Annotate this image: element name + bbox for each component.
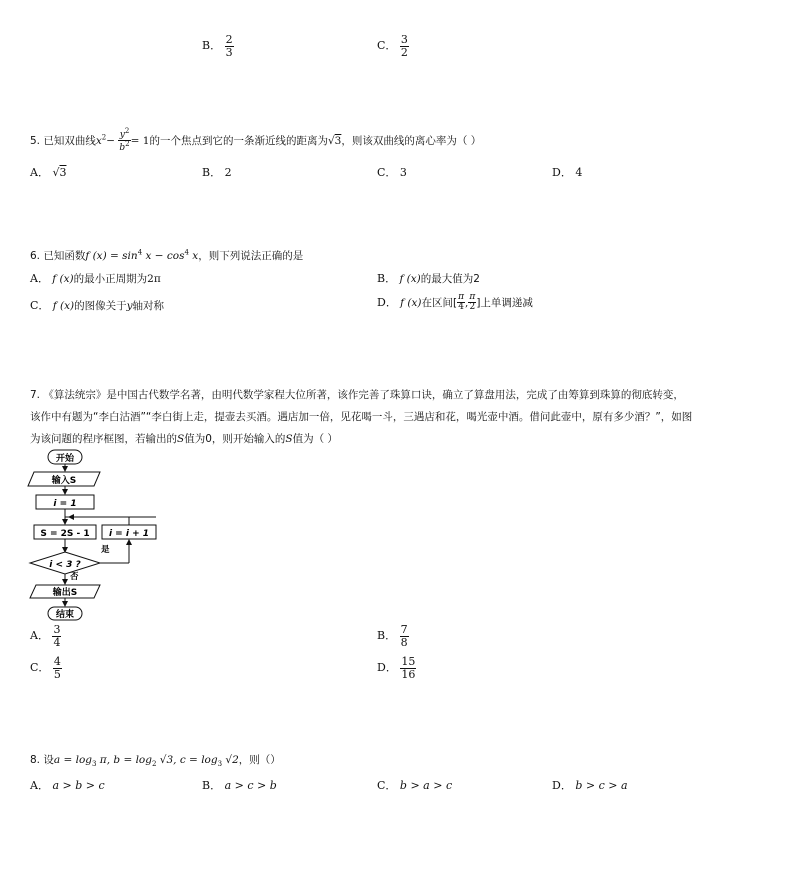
q8-option-c: C． b > a > c <box>377 779 453 792</box>
q7-option-c: C． $\frac{4}{5}$ <box>30 655 61 681</box>
q6-stem: 6. 已知函数f $(x) = \sin^4 x - \cos^4 x$，则下列说法正确的是 <box>30 248 304 262</box>
q7-stem-line1: 7. 《算法统宗》是中国古代数学名著，由明代数学家程大位所著，该作完善了珠算口诀，确立了算盘用法，完成了由筹算到珠算的彻底转变， <box>30 389 684 401</box>
flow-yes-label: 是 <box>101 545 110 555</box>
q7-option-b: B． $\frac{7}{8}$ <box>377 623 408 649</box>
flow-start-label: 开始 <box>55 454 75 464</box>
option-letter: B． <box>202 39 222 53</box>
flow-no-label: 否 <box>70 572 79 582</box>
flow-end-label: 结束 <box>55 610 75 620</box>
q4-option-c <box>377 34 409 58</box>
flow-init-label: i = 1 <box>53 499 77 509</box>
flow-input-label: 输入S <box>51 476 77 486</box>
q6-option-a: A． f (x)的最小正周期为2π <box>30 272 161 285</box>
q8-option-b: B． a > c > b <box>202 779 277 792</box>
option-letter: C． <box>377 39 397 53</box>
flow-incr-label: i = i + 1 <box>108 529 150 539</box>
q6-option-b: B． f (x)的最大值为2 <box>377 272 480 285</box>
q8-stem: 8. 设$a = \log_3 \pi$, $b = \log_2 √3$, $c = \log_3 √2$，则（） <box>30 754 281 769</box>
flow-assign-label: S = 2S - 1 <box>40 529 90 539</box>
fraction: $\frac{3}{2}$ <box>400 33 408 59</box>
flow-output-label: 输出S <box>52 588 78 598</box>
flow-condition-label: i < 3 ? <box>49 560 81 570</box>
q5-option-a: A． √3 <box>30 166 67 179</box>
fraction-y2-b2: $\frac{y^2}{b^2}$ <box>119 127 130 154</box>
fraction: $\frac{2}{3}$ <box>225 33 233 59</box>
q8-option-d: D． b > c > a <box>552 779 628 792</box>
q5-option-b: B． 2 <box>202 166 232 179</box>
q8-option-a: A． a > b > c <box>30 779 105 792</box>
q4-option-b <box>202 34 234 58</box>
q5-stem: 5. 已知双曲线$x^2-$ $\frac{y^2}{b^2}$ = 1的一个焦点到它的一条渐近线的距离为√3，则该双曲线的离心率为（ ） <box>30 127 482 154</box>
q7-option-a: A． $\frac{3}{4}$ <box>30 623 61 649</box>
flowchart <box>24 448 164 623</box>
q5-option-c: C． 3 <box>377 166 407 179</box>
q6-option-c: C． f (x)的图像关于y轴对称 <box>30 299 165 312</box>
q7-stem-line2: 该作中有题为“李白沽酒”“李白街上走，提壶去买酒。遇店加一倍，见花喝一斗，三遇店和花，喝光壶中酒。借问此壶中，原有多少酒？”，如图 <box>30 411 693 423</box>
fraction-pi-4: $\frac{\pi}{4}$ <box>458 292 465 313</box>
q7-option-d: D． $\frac{15}{16}$ <box>377 655 416 681</box>
q7-stem-line3: 为该问题的程序框图，若输出的S值为0，则开始输入的S值为（ ） <box>30 433 338 445</box>
q6-option-d: D． f (x)在区间[ $\frac{\pi}{4}$ , $\frac{\pi}{2}$ ]上单调递减 <box>377 292 533 313</box>
fraction-pi-2: $\frac{\pi}{2}$ <box>469 292 476 313</box>
sqrt-3: √3 <box>327 134 342 147</box>
q5-option-d: D． 4 <box>552 166 583 179</box>
